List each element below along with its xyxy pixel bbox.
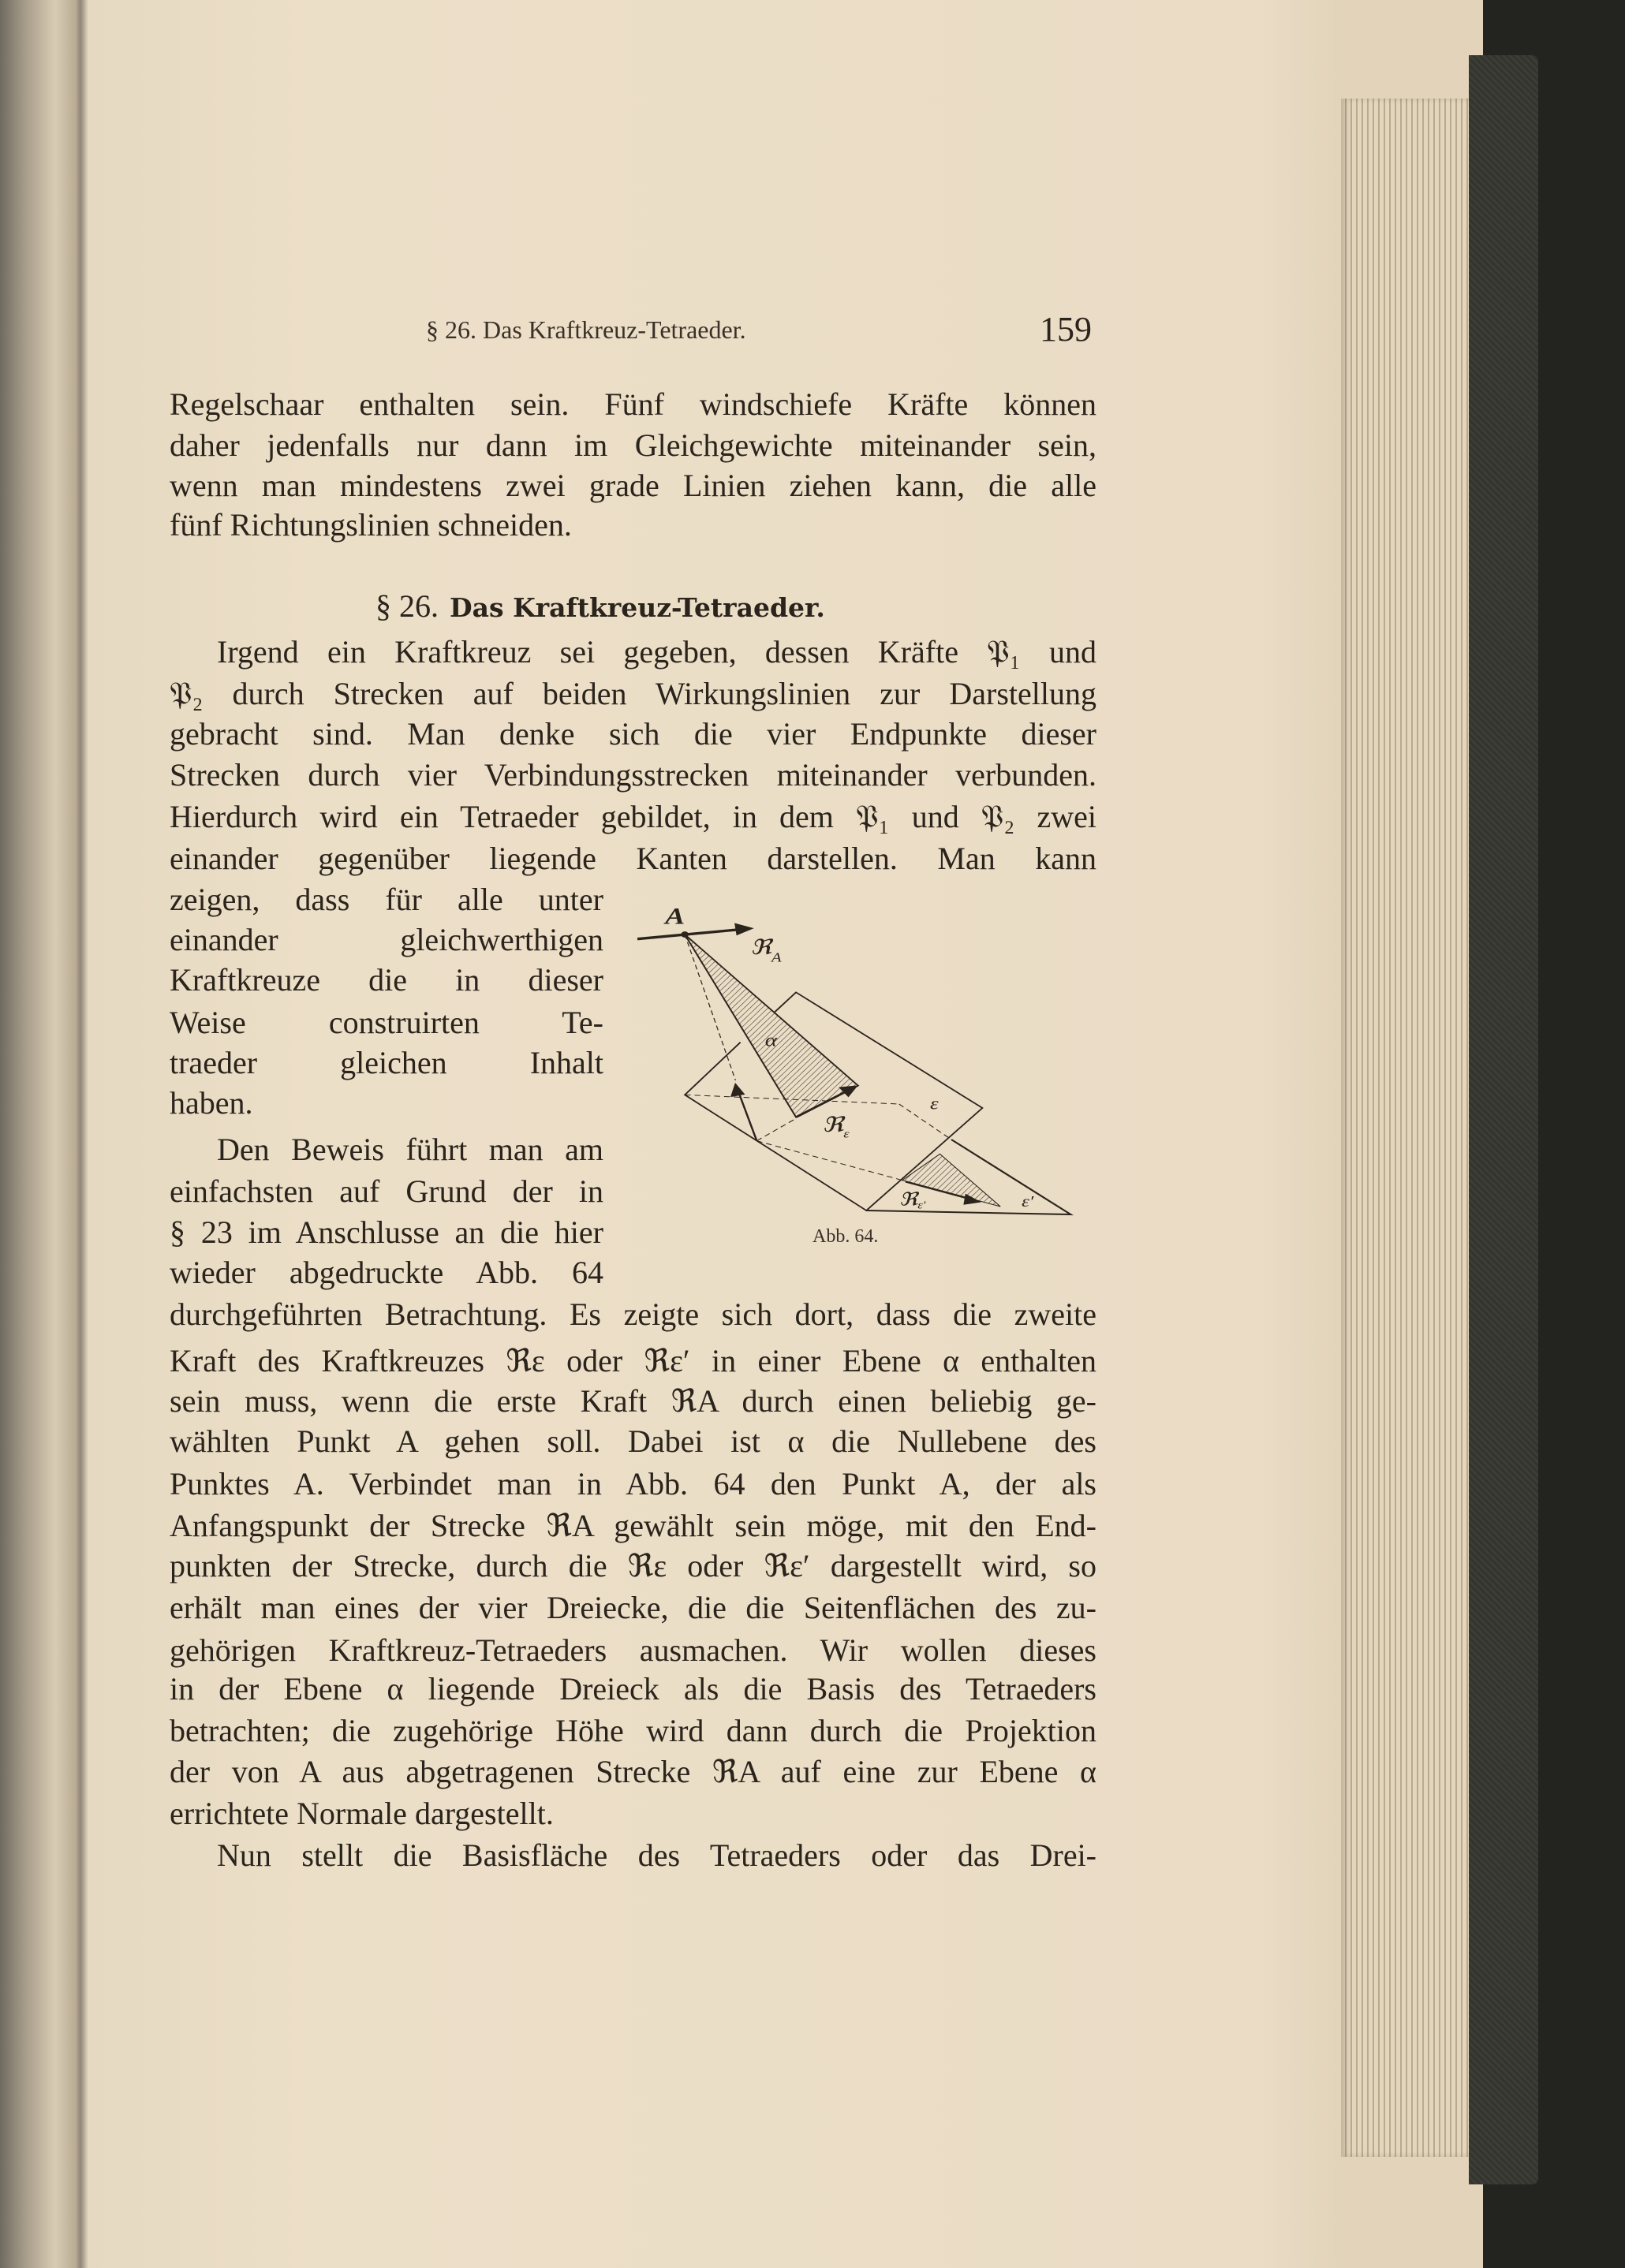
text-line: Irgend ein Kraftkreuz sei gegeben, dessen Kräfte 𝔓₁ und [217, 634, 1096, 670]
text-line: Den Beweis führt man am [217, 1132, 603, 1167]
text-line: gebracht sind. Man denke sich die vier Endpunkte dieser [170, 716, 1096, 752]
text-line: haben. [170, 1085, 253, 1121]
text-line: fünf Richtungslinien schneiden. [170, 507, 572, 543]
text-line: sein muss, wenn die erste Kraft ℜA durch einen beliebig ge- [170, 1383, 1096, 1419]
label-A: A [665, 903, 685, 930]
text-line: Kraft des Kraftkreuzes ℜε oder ℜε′ in einer Ebene α enthalten [170, 1343, 1096, 1378]
label-Reps-group [822, 1113, 850, 1140]
arrow-up-head [731, 1084, 743, 1096]
running-head: § 26. Das Kraftkreuz-Tetraeder. [426, 315, 746, 344]
label-Reps-sub: ε [843, 1127, 850, 1140]
figure-abb-64 [592, 867, 1104, 1262]
text-line: einander gleichwerthigen [170, 922, 603, 957]
text-line: Kraftkreuze die in dieser [170, 962, 603, 998]
text-line: durchgeführten Betrachtung. Es zeigte sich dort, dass die zweite [170, 1296, 1096, 1332]
page-edges [1341, 99, 1479, 2157]
text-line: 𝔓₂ durch Strecken auf beiden Wirkungslinien zur Darstellung [170, 676, 1096, 711]
label-alpha: α [764, 1030, 777, 1050]
label-epsilon-prime: ε′ [1022, 1192, 1034, 1210]
text-line: wieder abgedruckte Abb. 64 [170, 1255, 603, 1290]
text-line: Weise construirten Te- [170, 1005, 603, 1040]
point-A [682, 932, 687, 937]
arrow-up-line [738, 1091, 757, 1140]
section-number: § 26. [375, 588, 439, 624]
text-line: einfachsten auf Grund der in [170, 1173, 603, 1209]
label-epsilon: ε [930, 1095, 939, 1113]
text-line: Hierdurch wird ein Tetraeder gebildet, in dem 𝔓₁ und 𝔓₂ zwei [170, 799, 1096, 834]
text-line: Punktes A. Verbindet man in Abb. 64 den Punkt A, der als [170, 1466, 1096, 1501]
text-line: wenn man mindestens zwei grade Linien ziehen kann, die alle [170, 468, 1096, 503]
text-line: § 23 im Anschlusse an die hier [170, 1214, 603, 1250]
book-cover [1469, 55, 1538, 2184]
label-Reps: ℜ [822, 1113, 844, 1137]
label-Reps2-sub: ε′ [917, 1199, 926, 1211]
text-line: gehörigen Kraftkreuz-Tetraeders ausmachen. Wir wollen dieses [170, 1632, 1096, 1668]
force-RA-line [637, 929, 745, 939]
text-line: punkten der Strecke, durch die ℜε oder ℜε′ dargestellt wird, so [170, 1548, 1096, 1583]
text-line: betrachten; die zugehörige Höhe wird dann durch die Projektion [170, 1713, 1096, 1748]
figure-caption: Abb. 64. [812, 1226, 879, 1247]
text-line: Regelschaar enthalten sein. Fünf windschiefe Kräfte können [170, 386, 1096, 422]
label-Reps2-group [899, 1189, 927, 1211]
text-line: Anfangspunkt der Strecke ℜA gewählt sein möge, mit den End- [170, 1508, 1096, 1543]
label-RA: ℜ [750, 935, 772, 960]
force-RA-arrowhead [735, 924, 752, 934]
text-line: Nun stellt die Basisfläche des Tetraeders oder das Drei- [217, 1837, 1096, 1873]
text-line: einander gegenüber liegende Kanten darstellen. Man kann [170, 841, 1096, 876]
page-number: 159 [1040, 310, 1092, 349]
text-line: Strecken durch vier Verbindungsstrecken miteinander verbunden. [170, 757, 1096, 793]
section-heading [375, 588, 825, 625]
text-line: errichtete Normale dargestellt. [170, 1796, 554, 1831]
text-line: zeigen, dass für alle unter [170, 882, 603, 917]
text-line: in der Ebene α liegende Dreieck als die Basis des Tetraeders [170, 1671, 1096, 1707]
label-Reps2: ℜ [898, 1188, 918, 1210]
force-Reps-arrowhead [840, 1086, 857, 1096]
label-RA-group [750, 935, 782, 965]
text-line: erhält man eines der vier Dreiecke, die die Seitenflächen des zu- [170, 1590, 1096, 1625]
text-line: wählten Punkt A gehen soll. Dabei ist α die Nullebene des [170, 1423, 1096, 1459]
text-line: der von A aus abgetragenen Strecke ℜA auf eine zur Ebene α [170, 1754, 1096, 1789]
section-title: Das Kraftkreuz-Tetraeder. [450, 592, 825, 623]
label-RA-sub: A [771, 950, 782, 965]
text-line: daher jedenfalls nur dann im Gleichgewichte miteinander sein, [170, 427, 1096, 463]
text-line: traeder gleichen Inhalt [170, 1045, 603, 1080]
